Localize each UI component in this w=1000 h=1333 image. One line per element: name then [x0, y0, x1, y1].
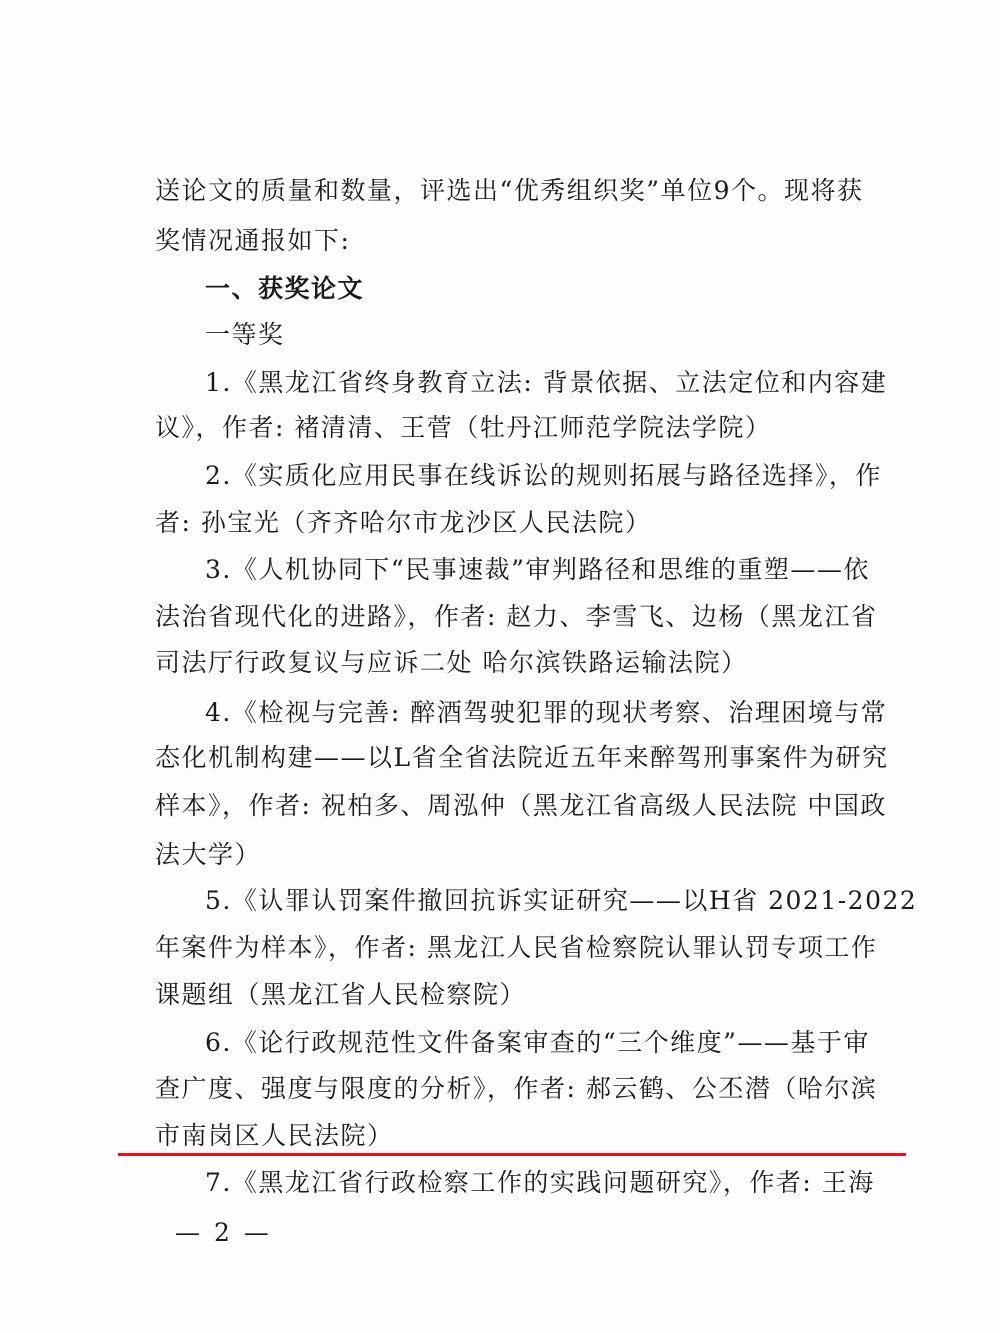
prize-level-heading: 一等奖 [205, 320, 285, 349]
entry-2-line-1: 2.《实质化应用民事在线诉讼的规则拓展与路径选择》，作 [205, 461, 882, 490]
red-rule-divider [118, 1153, 906, 1156]
page-number: — 2 — [175, 1218, 272, 1247]
entry-4-line-1: 4.《检视与完善: 醉酒驾驶犯罪的现状考察、治理困境与常 [205, 698, 888, 727]
entry-5-line-3: 课题组（黑龙江省人民检察院） [155, 980, 527, 1009]
entry-4-line-4: 法大学） [155, 840, 262, 869]
entry-5-line-1: 5.《认罪认罚案件撤回抗诉实证研究——以H省 2021-2022 [205, 886, 918, 915]
entry-2-line-2: 者: 孙宝光（齐齐哈尔市龙沙区人民法院） [155, 508, 652, 537]
entry-1-line-1: 1.《黑龙江省终身教育立法: 背景依据、立法定位和内容建 [205, 368, 888, 397]
entry-4-line-3: 样本》，作者: 祝柏多、周泓仲（黑龙江省高级人民法院 中国政 [155, 791, 887, 820]
entry-4-line-2: 态化机制构建——以L省全省法院近五年来醉驾刑事案件为研究 [155, 743, 889, 772]
intro-line-1: 送论文的质量和数量，评选出“优秀组织奖”单位9个。现将获 [155, 176, 864, 205]
entry-6-line-1: 6.《论行政规范性文件备案审查的“三个维度”——基于审 [205, 1028, 870, 1057]
entry-3-line-2: 法治省现代化的进路》，作者: 赵力、李雪飞、边杨（黑龙江省 [155, 602, 878, 631]
entry-3-line-1: 3.《人机协同下“民事速裁”审判路径和思维的重塑——依 [205, 555, 870, 584]
entry-1-line-2: 议》，作者: 褚清清、王菅（牡丹江师范学院法学院） [155, 413, 772, 442]
entry-5-line-2: 年案件为样本》，作者: 黑龙江人民省检察院认罪认罚专项工作 [155, 933, 878, 962]
entry-7-line-1: 7.《黑龙江省行政检察工作的实践问题研究》，作者: 王海 [205, 1168, 875, 1197]
entry-6-line-2: 查广度、强度与限度的分析》，作者: 郝云鹤、公丕潜（哈尔滨 [155, 1074, 878, 1103]
section-heading: 一、获奖论文 [205, 274, 365, 303]
entry-3-line-3: 司法厅行政复议与应诉二处 哈尔滨铁路运输法院） [155, 648, 748, 677]
entry-6-line-3: 市南岗区人民法院） [155, 1121, 394, 1150]
intro-line-2: 奖情况通报如下: [155, 226, 351, 255]
